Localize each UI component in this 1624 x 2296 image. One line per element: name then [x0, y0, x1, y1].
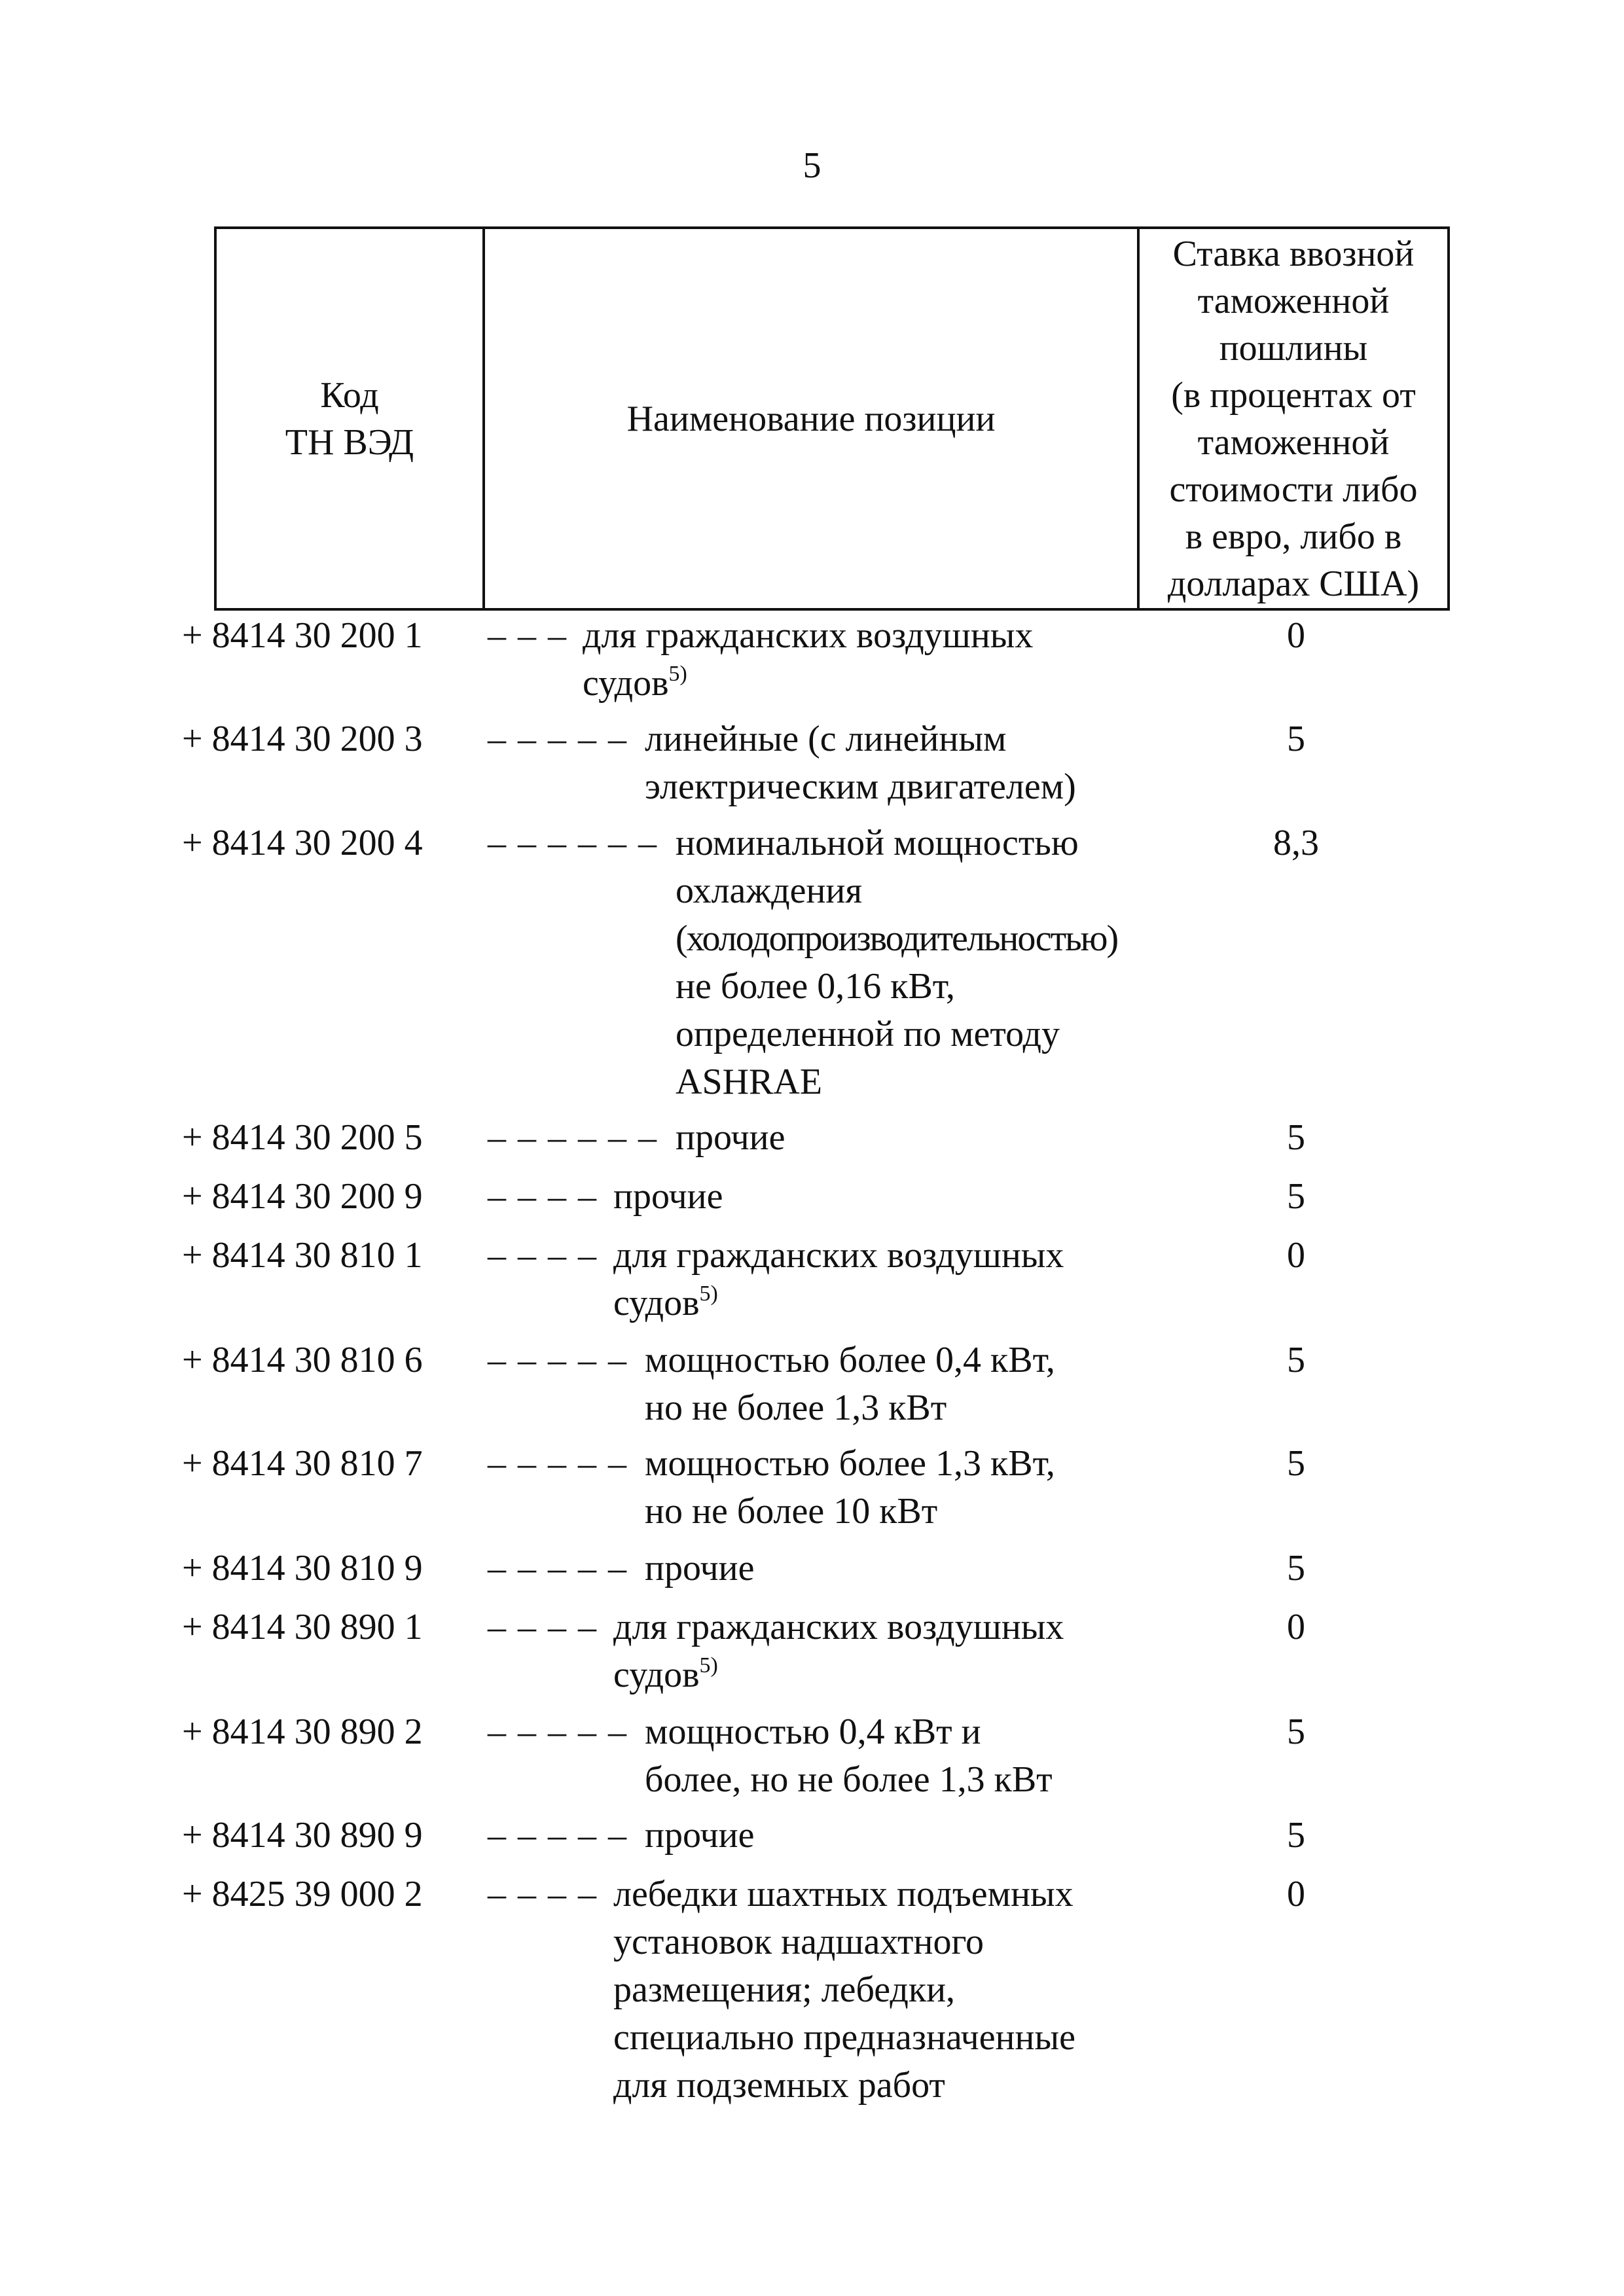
row-description-line: не более 0,16 кВт, [676, 966, 956, 1007]
header-code-label: Код ТН ВЭД [285, 374, 414, 463]
row-description-line: прочие [676, 1117, 785, 1158]
row-description-text: судов [613, 1655, 700, 1695]
table-header [214, 226, 1450, 611]
row-code: + 8414 30 890 1 [182, 1607, 423, 1647]
row-description-line [613, 1651, 1064, 1699]
row-dashes: – – – – – [488, 719, 628, 759]
row-description-line [583, 660, 1033, 708]
header-name-cell [485, 229, 1140, 608]
row-description-line: ASHRAE [676, 1062, 823, 1102]
row-description-line: лебедки шахтных подъемных [613, 1874, 1074, 1914]
row-rate: 0 [1287, 1235, 1305, 1276]
row-description-line: для гражданских воздушных [613, 1235, 1064, 1276]
row-code: + 8425 39 000 2 [182, 1874, 423, 1914]
row-code: + 8414 30 810 7 [182, 1443, 423, 1484]
row-dashes: – – – – – [488, 1548, 628, 1588]
row-code: + 8414 30 890 9 [182, 1815, 423, 1856]
row-rate: 0 [1287, 615, 1305, 656]
row-description-text: судов [583, 663, 669, 704]
row-description [645, 715, 1076, 811]
row-description-line: мощностью более 1,3 кВт, [645, 1443, 1055, 1484]
header-rate-cell [1140, 229, 1447, 608]
row-description-line: прочие [645, 1548, 755, 1588]
row-description-line: специально предназначенные [613, 2017, 1075, 2058]
row-rate: 0 [1287, 1874, 1305, 1914]
row-dashes: – – – – [488, 1176, 598, 1217]
row-description [645, 1812, 755, 1859]
row-description-line [613, 1280, 1064, 1327]
row-description [676, 1114, 785, 1162]
row-rate: 5 [1287, 1176, 1305, 1217]
row-description-line: для гражданских воздушных [583, 615, 1034, 656]
row-code: + 8414 30 200 5 [182, 1117, 423, 1158]
row-rate: 5 [1287, 1443, 1305, 1484]
header-rate-label: Ставка ввозной таможенной пошлины (в процентах от таможенной стоимости либо в евро, либо в долларах США) [1167, 233, 1420, 604]
row-description-line: мощностью 0,4 кВт и [645, 1712, 981, 1752]
row-rate: 8,3 [1273, 823, 1319, 863]
row-description [583, 612, 1033, 708]
row-description-line: линейные (с линейным [645, 719, 1007, 759]
row-dashes: – – – – [488, 1235, 598, 1276]
row-description [645, 1545, 755, 1592]
row-description-line: номинальной мощностью [676, 823, 1079, 863]
page-number: 5 [803, 145, 821, 186]
footnote-ref: 5) [668, 662, 687, 686]
row-rate: 5 [1287, 1548, 1305, 1588]
row-description-line: для гражданских воздушных [613, 1607, 1064, 1647]
row-dashes: – – – – – [488, 1340, 628, 1380]
row-rate: 0 [1287, 1607, 1305, 1647]
row-description [613, 1604, 1064, 1699]
row-description [613, 1173, 723, 1221]
row-description [676, 819, 1117, 1106]
header-code-cell [217, 229, 485, 608]
row-description [645, 1336, 1055, 1432]
row-description [613, 1232, 1064, 1327]
row-description-line: установок надшахтного [613, 1922, 984, 1962]
row-description-line: прочие [613, 1176, 723, 1217]
row-dashes: – – – – [488, 1874, 598, 1914]
row-description-line: определенной по методу [676, 1014, 1060, 1054]
row-code: + 8414 30 810 1 [182, 1235, 423, 1276]
row-rate: 5 [1287, 719, 1305, 759]
row-description-line: прочие [645, 1815, 755, 1856]
row-description [645, 1440, 1055, 1535]
row-code: + 8414 30 200 4 [182, 823, 423, 863]
row-description-line: для подземных работ [613, 2065, 945, 2106]
row-description [613, 1871, 1075, 2109]
row-description-line: мощностью более 0,4 кВт, [645, 1340, 1055, 1380]
row-rate: 5 [1287, 1340, 1305, 1380]
row-description-line: более, но не более 1,3 кВт [645, 1759, 1053, 1800]
row-description-line: размещения; лебедки, [613, 1969, 956, 2010]
row-description-text: судов [613, 1283, 700, 1323]
row-code: + 8414 30 200 3 [182, 719, 423, 759]
row-description-line: но не более 1,3 кВт [645, 1388, 947, 1428]
row-dashes: – – – – – – [488, 823, 658, 863]
footnote-ref: 5) [699, 1653, 718, 1677]
header-name-label: Наименование позиции [626, 398, 996, 439]
row-code: + 8414 30 890 2 [182, 1712, 423, 1752]
row-dashes: – – – – – [488, 1443, 628, 1484]
row-dashes: – – – – – – [488, 1117, 658, 1158]
row-description [645, 1708, 1053, 1804]
row-dashes: – – – – [488, 1607, 598, 1647]
row-dashes: – – – – – [488, 1712, 628, 1752]
row-code: + 8414 30 200 1 [182, 615, 423, 656]
row-code: + 8414 30 200 9 [182, 1176, 423, 1217]
row-rate: 5 [1287, 1117, 1305, 1158]
row-dashes: – – – [488, 615, 568, 656]
row-dashes: – – – – – [488, 1815, 628, 1856]
row-code: + 8414 30 810 6 [182, 1340, 423, 1380]
footnote-ref: 5) [699, 1282, 718, 1306]
row-description-line: электрическим двигателем) [645, 766, 1076, 807]
row-rate: 5 [1287, 1712, 1305, 1752]
row-description-line: (холодопроизводительностью) [676, 918, 1118, 959]
row-description-line: но не более 10 кВт [645, 1491, 938, 1532]
row-rate: 5 [1287, 1815, 1305, 1856]
row-description-line: охлаждения [676, 870, 863, 911]
row-code: + 8414 30 810 9 [182, 1548, 423, 1588]
